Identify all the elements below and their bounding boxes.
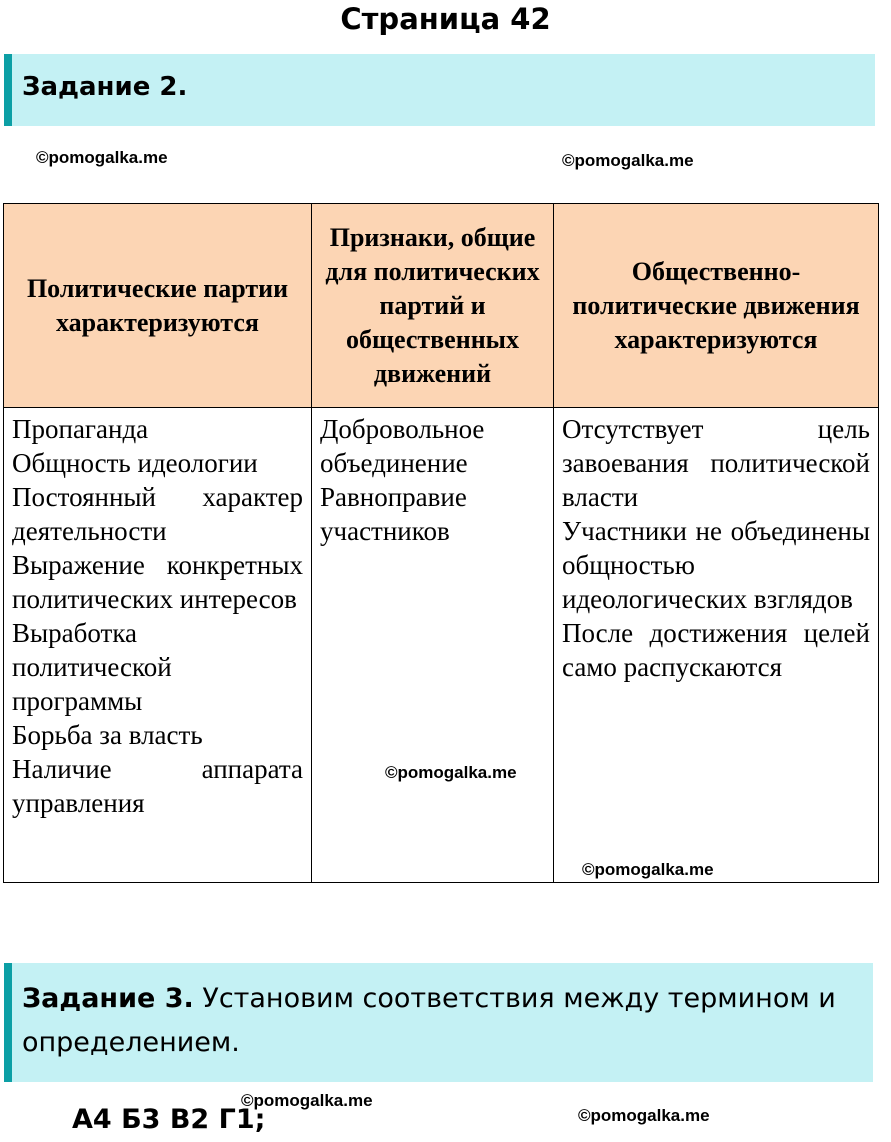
- list-item: Участники не объединены общностью идеологических взглядов: [562, 516, 870, 614]
- task-3-description: Установим соответствия между термином и определением.: [22, 983, 836, 1058]
- watermark: ©pomogalka.me: [582, 860, 714, 879]
- list-item: Постоянный характер деятельности: [12, 482, 303, 546]
- watermark: ©pomogalka.me: [36, 148, 168, 167]
- table-header-row: [4, 204, 879, 408]
- task-3-header: [4, 963, 873, 1082]
- list-item: Наличие аппарата управления: [12, 754, 303, 818]
- task-3-answer: А4 Б3 В2 Г1;: [72, 1104, 266, 1135]
- list-item: Борьба за власть: [12, 720, 203, 750]
- watermark: ©pomogalka.me: [578, 1106, 710, 1125]
- list-item: Выработка политической программы: [12, 618, 172, 716]
- list-item: Добровольное объединение: [320, 414, 485, 478]
- parties-cell: [4, 408, 312, 883]
- task-2-header: [4, 54, 875, 126]
- watermark: ©pomogalka.me: [562, 151, 694, 170]
- list-item: Равноправие участников: [320, 482, 467, 546]
- page-title: Страница 42: [340, 2, 551, 36]
- header-political-parties: Политические партии характеризуются: [4, 204, 312, 408]
- list-item: После достижения целей само распускаются: [562, 618, 870, 682]
- table-row: [4, 408, 879, 883]
- common-cell: [312, 408, 554, 883]
- header-social-movements: Общественно-политические движения характеризуются: [554, 204, 879, 408]
- task-2-label: Задание 2.: [22, 72, 188, 102]
- task-3-label: Задание 3.: [22, 983, 194, 1014]
- movements-cell: [554, 408, 879, 883]
- list-item: Выражение конкретных политических интересов: [12, 550, 303, 614]
- list-item: Отсутствует цель завоевания политической власти: [562, 414, 870, 512]
- task-3-text: [22, 977, 863, 1065]
- watermark: ©pomogalka.me: [385, 763, 517, 782]
- watermark: ©pomogalka.me: [241, 1091, 373, 1110]
- header-common-features: Признаки, общие для политических партий и общественных движений: [312, 204, 554, 408]
- list-item: Общность идеологии: [12, 448, 258, 478]
- list-item: Пропаганда: [12, 414, 149, 444]
